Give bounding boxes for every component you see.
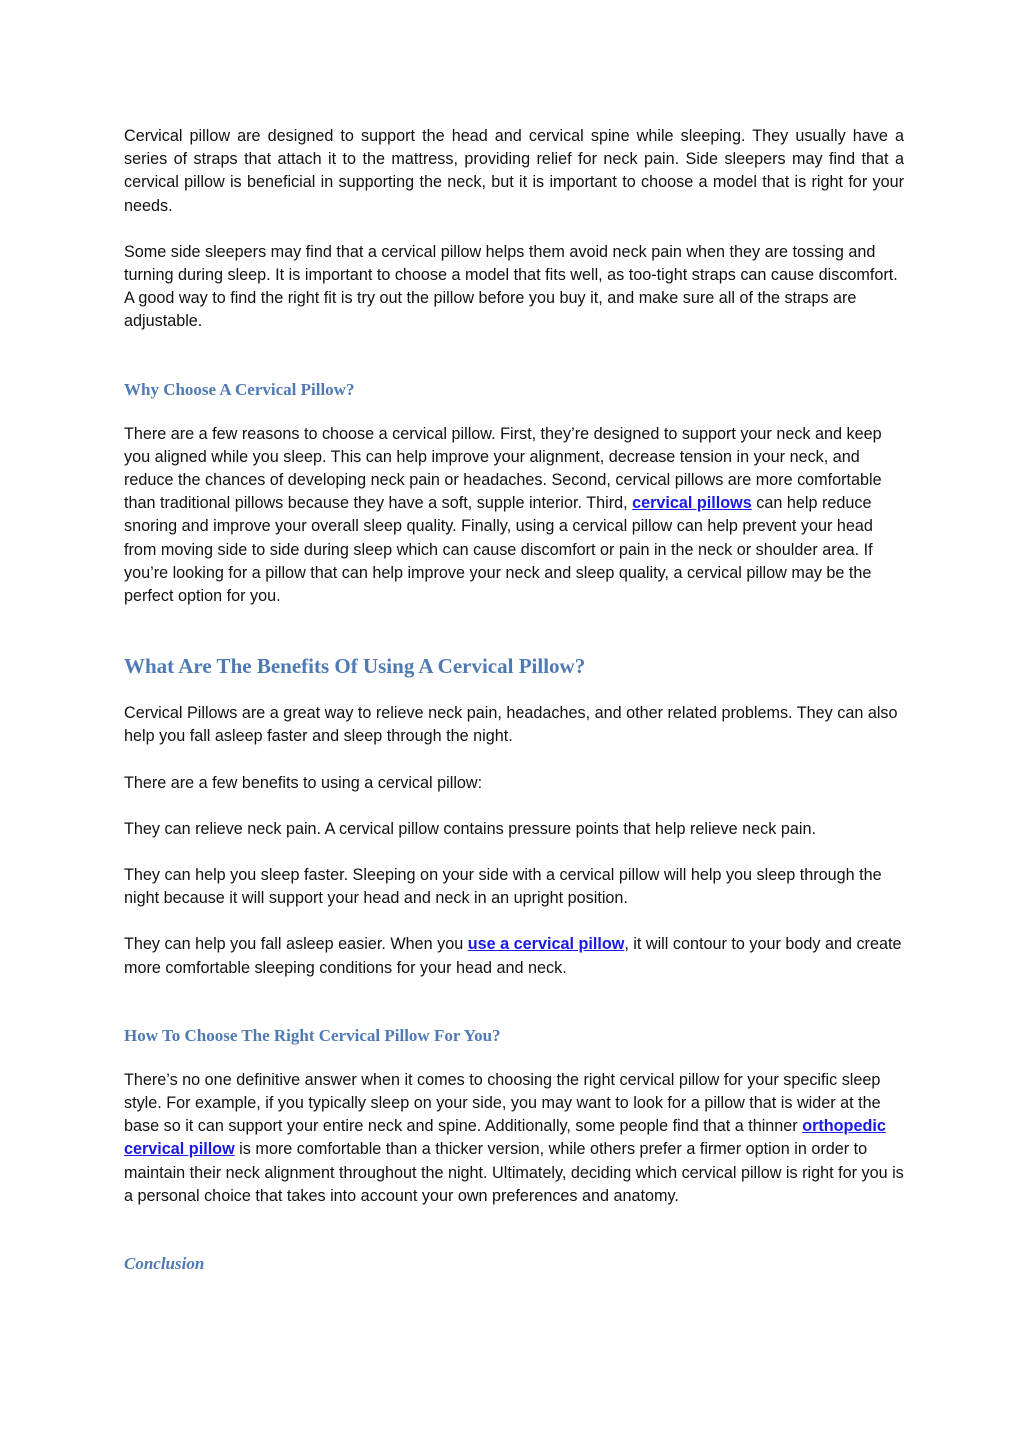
- intro-paragraph-2: Some side sleepers may find that a cervical pillow helps them avoid neck pain when they are tossing and turning during sleep. It is important to choose a model that fits well, as too-tight straps can cause discomfort. A good way to find the right fit is try out the pillow before you buy it, and make sure all of the straps are adjustable.: [124, 242, 898, 331]
- benefits-text-after: , it will contour to your body and create more comfortable sleeping conditions for your head and neck.: [124, 935, 902, 977]
- intro-paragraph-1: Cervical pillow are designed to support the head and cervical spine while sleeping. They usually have a series of straps that attach it to the mattress, providing relief for neck pain. Side sleepers may find that a cervical pillow is beneficial in supporting the neck, but it is important to choose a model that is right for your needs.: [124, 127, 904, 215]
- heading-why-choose: Why Choose A Cervical Pillow?: [124, 379, 355, 399]
- choose-paragraph: [124, 1069, 904, 1208]
- choose-text-before: There’s no one definitive answer when it comes to choosing the right cervical pillow for your specific sleep style. For example, if you typically sleep on your side, you may want to look for a pillow that is wider at the base so it can support your entire neck and spine. Additionally, some people find that a thinner: [124, 1070, 881, 1136]
- orthopedic-cervical-pillow-link[interactable]: orthopedic cervical pillow: [124, 1117, 886, 1159]
- cervical-pillows-link[interactable]: cervical pillows: [632, 494, 752, 513]
- heading-conclusion: Conclusion: [124, 1254, 205, 1274]
- use-a-cervical-pillow-link[interactable]: use a cervical pillow: [467, 935, 625, 954]
- benefits-text-before: They can help you fall asleep easier. When you: [124, 935, 468, 954]
- benefits-paragraph-4: They can help you sleep faster. Sleeping on your side with a cervical pillow will help you sleep through the night because it will support your head and neck in an upright position.: [124, 866, 882, 908]
- choose-text-after: is more comfortable than a thicker version, while others prefer a firmer option in order to maintain their neck alignment throughout the night. Ultimately, deciding which cervical pillow is right for you is a personal choice that takes into account your own preferences and anatomy.: [124, 1140, 904, 1205]
- benefits-paragraph-2: There are a few benefits to using a cervical pillow:: [124, 773, 483, 792]
- benefits-paragraph-1: Cervical Pillows are a great way to relieve neck pain, headaches, and other related problems. They can also help you fall asleep faster and sleep through the night.: [124, 704, 898, 746]
- why-text-after: can help reduce snoring and improve your overall sleep quality. Finally, using a cervical pillow can help prevent your head from moving side to side during sleep which can cause discomfort or pain in the neck or shoulder area. If you’re looking for a pillow that can help improve your neck and sleep quality, a cervical pillow may be the perfect option for you.: [124, 494, 873, 606]
- heading-benefits: What Are The Benefits Of Using A Cervical Pillow?: [124, 654, 586, 679]
- document-page: [124, 125, 904, 1297]
- benefits-paragraph-5: [124, 933, 904, 979]
- heading-how-to-choose: How To Choose The Right Cervical Pillow For You?: [124, 1025, 501, 1045]
- why-paragraph: [124, 423, 904, 609]
- why-text-before: There are a few reasons to choose a cervical pillow. First, they’re designed to support your neck and keep you aligned while you sleep. This can help improve your alignment, decrease tension in your neck, and reduce the chances of developing neck pain or headaches. Second, cervical pillows are more comfortable than traditional pillows because they have a soft, supple interior. Third,: [124, 424, 882, 513]
- benefits-paragraph-3: They can relieve neck pain. A cervical pillow contains pressure points that help relieve neck pain.: [124, 819, 816, 838]
